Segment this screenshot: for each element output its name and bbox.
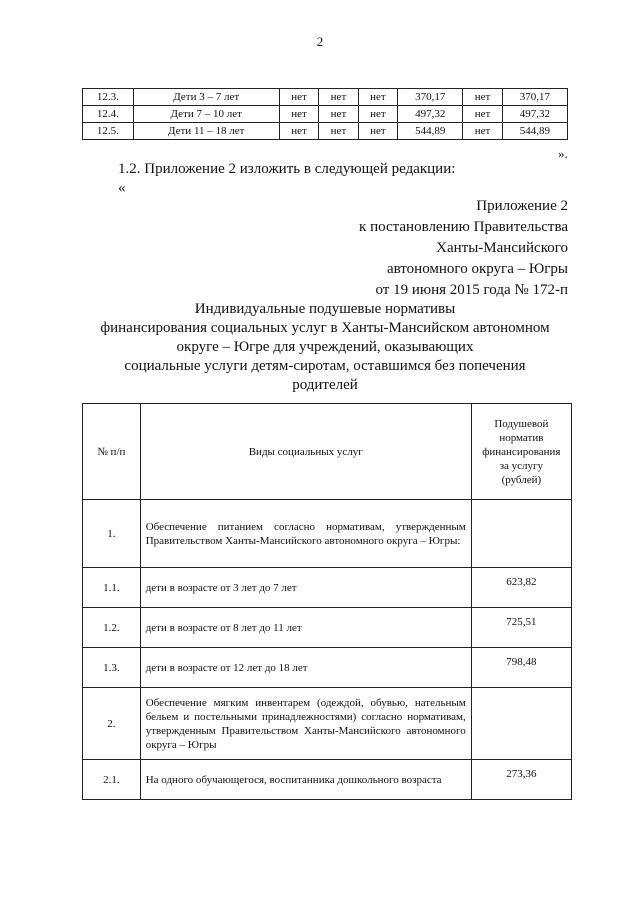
- table-cell: нет: [463, 123, 502, 140]
- document-title: [80, 300, 570, 395]
- title-line: социальные услуги детям-сиротам, оставшимся без попечения: [124, 358, 526, 374]
- row-number: 2.1.: [83, 760, 141, 800]
- norm-value: 623,82: [471, 568, 571, 608]
- appendix-line: от 19 июня 2015 года № 172-п: [375, 282, 568, 298]
- table-cell: нет: [279, 106, 318, 123]
- closing-quote: ».: [558, 146, 568, 161]
- row-number: 1.3.: [83, 648, 141, 688]
- table-row: [83, 123, 568, 140]
- row-number: 1.2.: [83, 608, 141, 648]
- amendment-instruction: 1.2. Приложение 2 изложить в следующей редакции:: [118, 161, 456, 177]
- header-norm-line: норматив: [499, 431, 544, 444]
- table-cell: 497,32: [502, 106, 567, 123]
- service-description: дети в возрасте от 3 лет до 7 лет: [140, 568, 471, 608]
- norm-value: [471, 688, 571, 760]
- table-cell: нет: [463, 106, 502, 123]
- service-description: дети в возрасте от 8 лет до 11 лет: [140, 608, 471, 648]
- service-description: Обеспечение питанием согласно нормативам, утвержденным Правительством Ханты-Мансийского автономного округа – Югры:: [140, 500, 471, 568]
- header-norm-line: за услугу: [499, 459, 544, 472]
- table-header-row: [83, 404, 572, 500]
- table-row: [83, 568, 572, 608]
- table-cell: 370,17: [398, 89, 463, 106]
- title-line: финансирования социальных услуг в Ханты-Мансийском автономном: [100, 320, 550, 336]
- table-cell: нет: [319, 123, 358, 140]
- appendix-line: Приложение 2: [476, 198, 568, 214]
- age-group: Дети 3 – 7 лет: [133, 89, 279, 106]
- table-cell: нет: [279, 89, 318, 106]
- service-description: На одного обучающегося, воспитанника дошкольного возраста: [140, 760, 471, 800]
- appendix-line: Ханты-Мансийского: [436, 240, 568, 256]
- table-cell: 497,32: [398, 106, 463, 123]
- row-number: 12.4.: [83, 106, 134, 123]
- table-row: [83, 688, 572, 760]
- header-service: Виды социальных услуг: [140, 404, 471, 500]
- appendix-header: [359, 196, 568, 301]
- table-row: [83, 648, 572, 688]
- page-number: 2: [316, 34, 324, 49]
- norm-value: 798,48: [471, 648, 571, 688]
- appendix-line: к постановлению Правительства: [359, 219, 568, 235]
- norm-value: [471, 500, 571, 568]
- table-row: [83, 106, 568, 123]
- table-row: [83, 89, 568, 106]
- continued-table: [82, 88, 568, 140]
- header-number: № п/п: [83, 404, 141, 500]
- table-cell: нет: [319, 89, 358, 106]
- row-number: 1.: [83, 500, 141, 568]
- table-row: [83, 608, 572, 648]
- table-cell: нет: [279, 123, 318, 140]
- age-group: Дети 7 – 10 лет: [133, 106, 279, 123]
- age-group: Дети 11 – 18 лет: [133, 123, 279, 140]
- table-cell: нет: [358, 89, 397, 106]
- row-number: 1.1.: [83, 568, 141, 608]
- norms-table: [82, 403, 572, 800]
- row-number: 2.: [83, 688, 141, 760]
- title-line: Индивидуальные подушевые нормативы: [194, 301, 456, 317]
- service-description: Обеспечение мягким инвентарем (одеждой, обувью, нательным бельем и постельными принадлежностями) согласно нормативам, утвержденным Правительством Ханты-Мансийского автономного округа – Югры: [140, 688, 471, 760]
- header-norm-line: Подушевой: [494, 417, 549, 430]
- header-norm-line: финансирования: [482, 445, 561, 458]
- table-row: [83, 500, 572, 568]
- header-norm-line: (рублей): [501, 473, 542, 486]
- table-row: [83, 760, 572, 800]
- table-cell: нет: [358, 106, 397, 123]
- title-line: округе – Югре для учреждений, оказывающих: [176, 339, 474, 355]
- table-cell: 370,17: [502, 89, 567, 106]
- row-number: 12.3.: [83, 89, 134, 106]
- table-cell: 544,89: [398, 123, 463, 140]
- service-description: дети в возрасте от 12 лет до 18 лет: [140, 648, 471, 688]
- table-cell: нет: [463, 89, 502, 106]
- appendix-line: автономного округа – Югры: [386, 261, 568, 277]
- opening-quote: «: [118, 180, 126, 196]
- table-cell: нет: [358, 123, 397, 140]
- row-number: 12.5.: [83, 123, 134, 140]
- header-norm: [471, 404, 571, 500]
- title-line: родителей: [292, 377, 358, 393]
- norm-value: 273,36: [471, 760, 571, 800]
- norm-value: 725,51: [471, 608, 571, 648]
- table-cell: 544,89: [502, 123, 567, 140]
- table-cell: нет: [319, 106, 358, 123]
